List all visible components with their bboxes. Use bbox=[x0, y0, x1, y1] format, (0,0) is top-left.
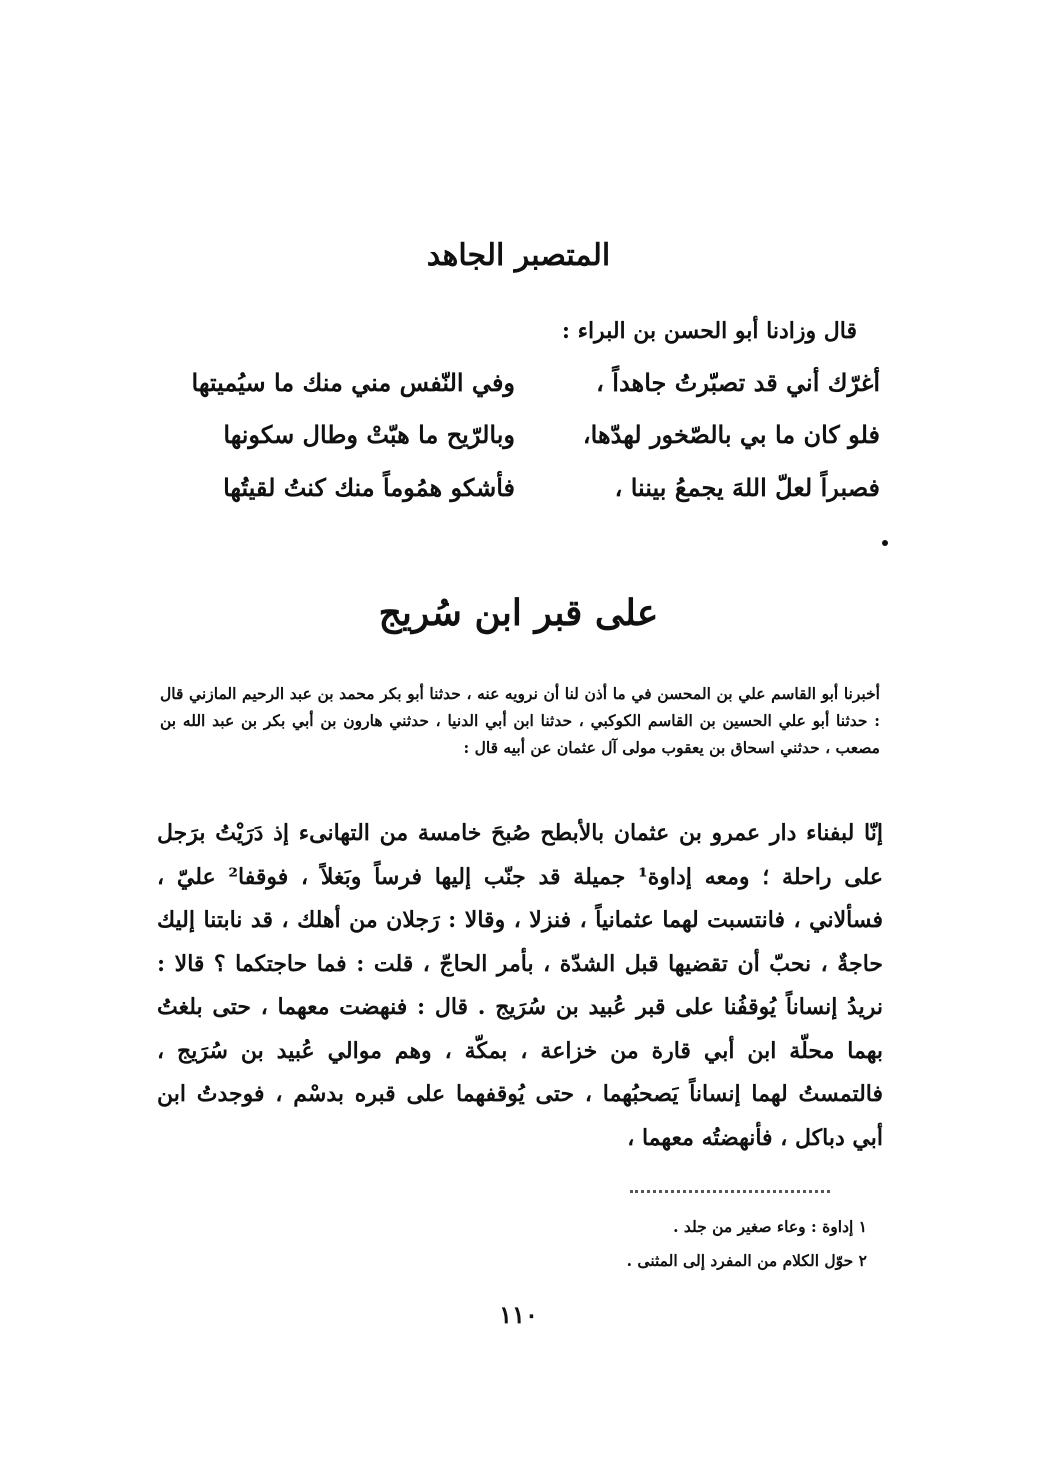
section-title-ibn-surayj: على قبر ابن سُريج bbox=[378, 592, 659, 634]
verse-first-hemistich: فصبراً لعلّ اللهَ يجمعُ بيننا ، bbox=[614, 473, 880, 502]
verse-line bbox=[150, 473, 880, 517]
footnote-1: ١ إداوة : وعاء صغير من جلد . bbox=[673, 1217, 867, 1236]
verse-first-hemistich: فلو كان ما بي بالصّخور لهدّها، bbox=[582, 420, 880, 449]
poem-intro: قال وزادنا أبو الحسن بن البراء : bbox=[561, 318, 857, 344]
isnad-paragraph: أخبرنا أبو القاسم علي بن المحسن في ما أذن لنا أن نرويه عنه ، حدثنا أبو بكر محمد بن عبد الرحيم المازني قال : حدثنا أبو علي الحسين بن القاسم الكوكبي ، حدثنا ابن أبي الدنيا ، حدثني هارون بن أبي بكر بن عبد الله بن مصعب ، حدثني اسحاق بن يعقوب مولى آل عثمان عن أبيه قال : bbox=[160, 684, 880, 757]
footnote-2: ٢ حوّل الكلام من المفرد إلى المثنى . bbox=[626, 1251, 867, 1270]
verse-line bbox=[150, 368, 880, 412]
verse-first-hemistich: أغرّك أني قد تصبّرتُ جاهداً ، bbox=[596, 368, 880, 397]
ink-dot bbox=[882, 540, 888, 546]
footnote-divider bbox=[630, 1190, 830, 1197]
verse-second-hemistich: فأشكو همُوماً منك كنتُ لقيتُها bbox=[223, 473, 515, 502]
narrative-paragraph: إنّا لبفناء دار عمرو بن عثمان بالأبطح صُبحَ خامسة من التهانىء إذ دَرَيْتُ برَجل على راحلة ؛ ومعه إداوة¹ جميلة قد جنّب إليها فرساً وبَغلاً ، فوقفا² عليّ ، فسألاني ، فانتسبت لهما عثمانياً ، فنزلا ، وقالا : رَجلان من أهلك ، قد نابتنا إليك حاجةٌ ، نحبّ أن تقضيها قبل الشدّة ، بأمر الحاجّ ، قلت : فما حاجتكما ؟ قالا : نريدُ إنساناً يُوقفُنا على قبر عُبيد بن سُرَيج . قال : فنهضت معهما ، حتى بلغتُ بهما محلّة ابن أبي قارة من خزاعة ، بمكّة ، وهم موالي عُبيد بن سُرَيج ، فالتمستُ لهما إنساناً يَصحبُهما ، حتى يُوقفهما على قبره بدسْم ، فوجدتُ ابن أبي دباكل ، فأنهضتُه معهما ، bbox=[157, 820, 883, 1151]
section-title-mutasabbir: المتصبر الجاهد bbox=[426, 238, 611, 273]
page-number: ١١٠ bbox=[499, 1300, 538, 1329]
verse-line bbox=[150, 420, 880, 464]
footnotes bbox=[367, 1210, 867, 1278]
verse-second-hemistich: وبالرّيح ما هبّتْ وطال سكونها bbox=[223, 420, 515, 449]
verse-second-hemistich: وفي النّفس مني منك ما سيُميتها bbox=[191, 368, 515, 397]
